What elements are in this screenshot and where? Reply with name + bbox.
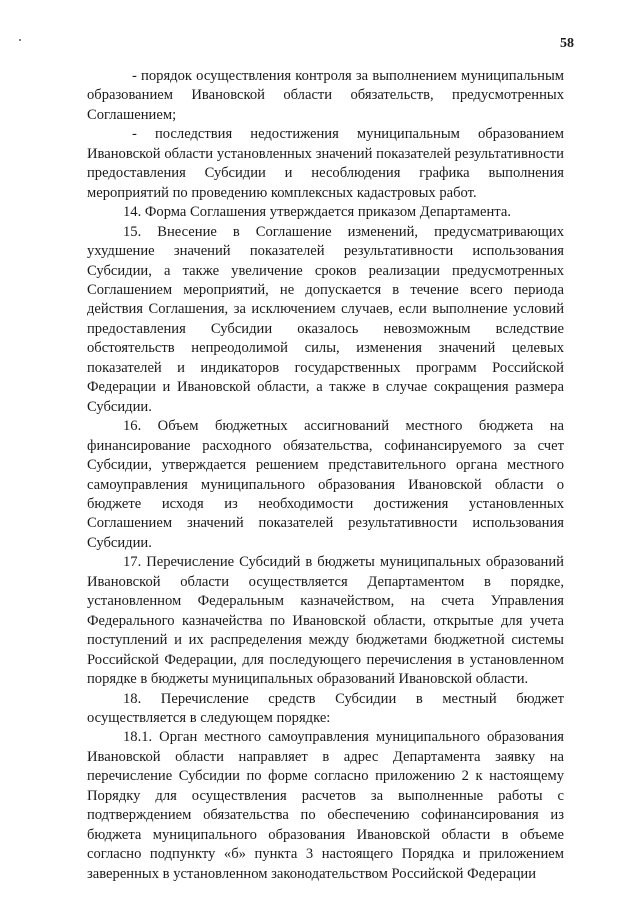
paragraph-consequences: - последствия недостижения муниципальным образованием Ивановской области установленных значений показателей результативности предоставления Субсидии и несоблюдения графика выполнения мероприятий по проведению комплексных кадастровых работ.: [87, 126, 564, 201]
paragraph-18-1: 18.1. Орган местного самоуправления муниципального образования Ивановской области направляет в адрес Департамента заявку на перечисление Субсидии по форме согласно приложению 2 к настоящему Порядку для осуществления расчетов за выполненные работы с подтверждением обязательства по обеспечению софинансирования из бюджета муниципального образования Ивановской области в объеме согласно подпункту «б» пункта 3 настоящего Порядка и приложением заверенных в установленном законодательством Российской Федерации: [87, 729, 564, 882]
document-body: [87, 67, 564, 884]
paragraph-16: 16. Объем бюджетных ассигнований местного бюджета на финансирование расходного обязательства, софинансируемого за счет Субсидии, утверждается решением представительного органа местного самоуправления муниципального образования Ивановской области о бюджете исходя из необходимости достижения установленных Соглашением значений показателей результативности использования Субсидии.: [87, 418, 564, 551]
paragraph-control-procedure: - порядок осуществления контроля за выполнением муниципальным образованием Ивановской области обязательств, предусмотренных Соглашением;: [87, 68, 564, 123]
paragraph-18: 18. Перечисление средств Субсидии в местный бюджет осуществляется в следующем порядке:: [87, 690, 564, 726]
paragraph-15: 15. Внесение в Соглашение изменений, предусматривающих ухудшение значений показателей результативности использования Субсидии, а также увеличение сроков реализации предусмотренных Соглашением мероприятий, не допускается в течение всего периода действия Соглашения, за исключением случаев, если выполнение условий предоставления Субсидии оказалось невозможным вследствие обстоятельств непреодолимой силы, изменения значений целевых показателей и индикаторов государственных программ Российской Федерации и Ивановской области, а также в случае сокращения размера Субсидии.: [87, 223, 564, 415]
scan-speck: [19, 39, 21, 41]
page-number: 58: [560, 36, 574, 51]
paragraph-14: 14. Форма Соглашения утверждается приказом Департамента.: [123, 204, 511, 221]
paragraph-17: 17. Перечисление Субсидий в бюджеты муниципальных образований Ивановской области осуществляется Департаментом в порядке, установленном Федеральным казначейством, на счета Управления Федерального казначейства по Ивановской области, открытые для учета поступлений и их распределения между бюджетами бюджетной системы Российской Федерации, для последующего перечисления в установленном порядке в бюджеты муниципальных образований Ивановской области.: [87, 554, 564, 688]
